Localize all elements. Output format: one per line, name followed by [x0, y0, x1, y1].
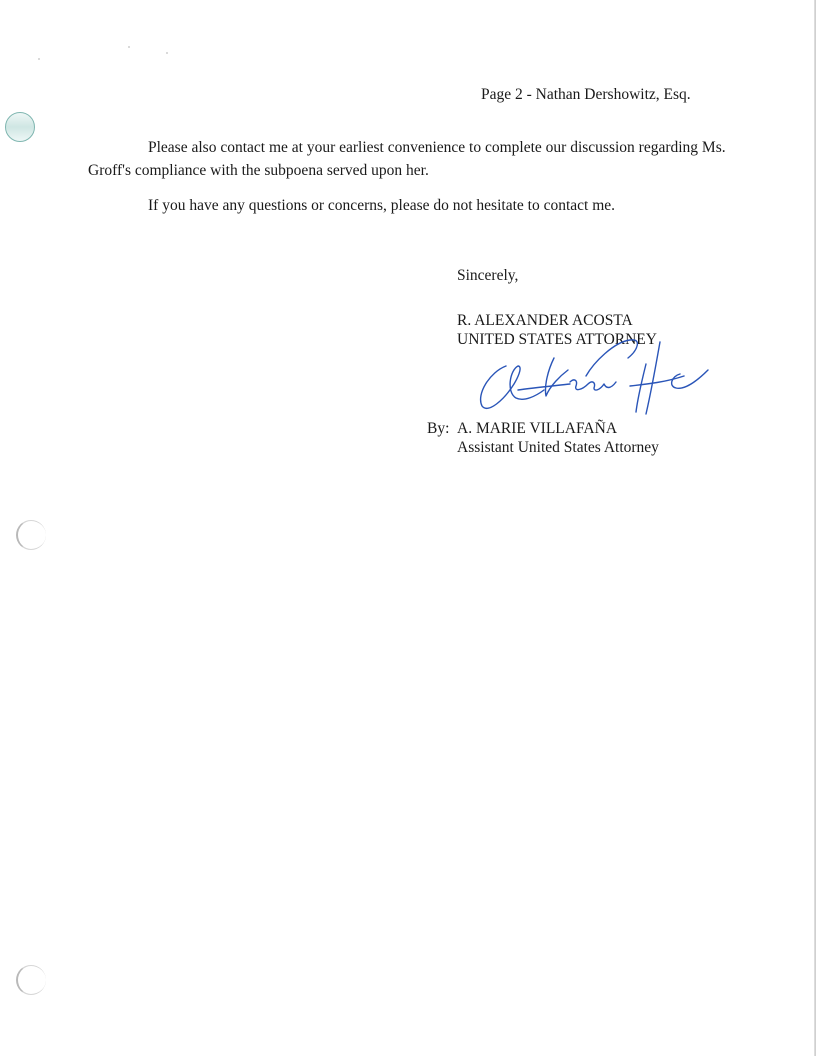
- attorney-name: R. ALEXANDER ACOSTA: [457, 312, 633, 329]
- signer-name: A. MARIE VILLAFAÑA: [457, 420, 618, 437]
- handwritten-signature: [470, 336, 710, 416]
- body-paragraph: [88, 136, 738, 182]
- by-label: By:: [427, 420, 450, 437]
- scan-speck: [38, 58, 40, 60]
- page-header: Page 2 - Nathan Dershowitz, Esq.: [481, 86, 691, 103]
- binder-hole: [16, 965, 46, 995]
- paragraph-text: Please also contact me at your earliest convenience to complete our discussion regarding Ms. Groff's compliance with the subpoena served upon her.: [88, 139, 726, 179]
- signature-block: [427, 419, 659, 457]
- closing-salutation: Sincerely,: [457, 267, 519, 284]
- body-paragraph: If you have any questions or concerns, please do not hesitate to contact me.: [148, 197, 616, 214]
- signer-title: Assistant United States Attorney: [457, 439, 659, 456]
- binder-hole: [16, 520, 46, 550]
- binder-hole-marker: [5, 112, 35, 142]
- attorney-title: UNITED STATES ATTORNEY: [457, 331, 657, 348]
- scan-speck: [128, 46, 130, 48]
- scan-speck: [166, 52, 168, 54]
